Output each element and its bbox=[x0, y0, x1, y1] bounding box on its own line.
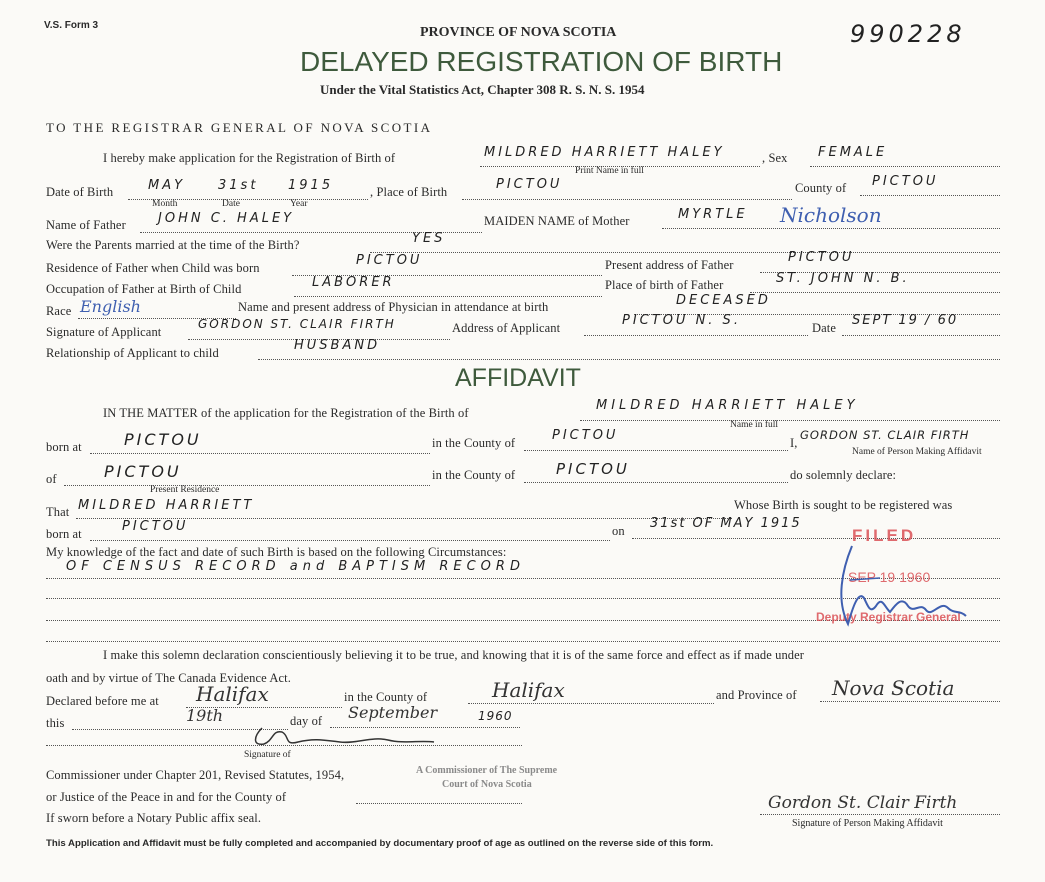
deputy-registrar-stamp: Deputy Registrar General bbox=[816, 610, 961, 624]
affidavit-county2-value: PICTOU bbox=[556, 460, 630, 478]
year-value: 1960 bbox=[478, 709, 513, 723]
declare-label: do solemnly declare: bbox=[790, 468, 897, 482]
applicant-address-value: PICTOU N. S. bbox=[622, 313, 741, 328]
stamp-date: SEP 19 1960 bbox=[848, 569, 931, 585]
applicant-signature-value: GORDON ST. CLAIR FIRTH bbox=[198, 317, 396, 331]
place-value: PICTOU bbox=[496, 177, 563, 192]
affiant-signature-label: Signature of Person Making Affidavit bbox=[792, 818, 943, 829]
present-residence-hint: Present Residence bbox=[150, 485, 220, 495]
day-value: 19th bbox=[186, 706, 224, 725]
matter-label: IN THE MATTER of the application for the Registration of the Birth of bbox=[103, 406, 469, 420]
born-at-value: PICTOU bbox=[124, 430, 202, 449]
mother-first-value: MYRTLE bbox=[678, 207, 748, 222]
sex-value: FEMALE bbox=[818, 145, 888, 160]
commissioner-stamp-line-2: Court of Nova Scotia bbox=[442, 779, 532, 790]
circumstances-value: OF CENSUS RECORD and BAPTISM RECORD bbox=[66, 559, 525, 574]
occupation-value: LABORER bbox=[312, 275, 395, 290]
applicant-signature-label: Signature of Applicant bbox=[46, 325, 162, 339]
on-label: on bbox=[612, 524, 625, 538]
declared-county-value: Halifax bbox=[492, 678, 565, 702]
province-label: and Province of bbox=[716, 688, 797, 702]
affiant-name-hint: Name of Person Making Affidavit bbox=[852, 447, 982, 457]
affiant-signature: Gordon St. Clair Firth bbox=[768, 793, 958, 813]
filed-stamp: FILED bbox=[852, 526, 917, 545]
affidavit-name-value: MILDRED HARRIETT HALEY bbox=[596, 398, 859, 413]
mother-label: MAIDEN NAME of Mother bbox=[484, 214, 630, 228]
residence-label: Residence of Father when Child was born bbox=[46, 261, 260, 275]
justice-label: or Justice of the Peace in and for the County of bbox=[46, 790, 287, 804]
this-label: this bbox=[46, 716, 65, 730]
in-county-label: in the County of bbox=[432, 436, 516, 450]
relationship-label: Relationship of Applicant to child bbox=[46, 346, 219, 360]
married-label: Were the Parents married at the time of the Birth? bbox=[46, 238, 300, 252]
father-value: JOHN C. HALEY bbox=[158, 211, 295, 226]
physician-label: Name and present address of Physician in attendance at birth bbox=[238, 300, 549, 314]
declaration-line-2: oath and by virtue of The Canada Evidence Act. bbox=[46, 671, 291, 685]
declared-at-value: Halifax bbox=[196, 682, 269, 706]
month-hint: Month bbox=[152, 199, 178, 209]
child-name-value: MILDRED HARRIETT HALEY bbox=[484, 145, 725, 160]
footer-note: This Application and Affidavit must be fully completed and accompanied by documentary proof of age as outlined on the reverse side of this form. bbox=[46, 838, 714, 849]
of-label: of bbox=[46, 472, 57, 486]
married-value: YES bbox=[412, 231, 446, 246]
race-label: Race bbox=[46, 304, 72, 318]
that-value: MILDRED HARRIETT bbox=[78, 498, 255, 513]
father-birthplace-label: Place of birth of Father bbox=[605, 278, 724, 292]
form-number: V.S. Form 3 bbox=[44, 20, 99, 31]
physician-value: DECEASED bbox=[676, 293, 771, 308]
affidavit-heading: AFFIDAVIT bbox=[455, 364, 581, 392]
place-label: , Place of Birth bbox=[370, 185, 448, 199]
declaration-line-1: I make this solemn declaration conscientiously believing it to be true, and knowing that it is of the same force and effect as if made under bbox=[103, 648, 805, 662]
race-value: English bbox=[80, 297, 141, 316]
dob-label: Date of Birth bbox=[46, 185, 114, 199]
knowledge-label: My knowledge of the fact and date of such Birth is based on the following Circumstances: bbox=[46, 545, 507, 559]
application-date-value: SEPT 19 / 60 bbox=[852, 313, 959, 328]
commissioner-signature bbox=[244, 722, 444, 752]
residence-value: PICTOU bbox=[356, 253, 423, 268]
dob-year-value: 1915 bbox=[288, 178, 334, 193]
commissioner-stamp-line-1: A Commissioner of The Supreme bbox=[416, 765, 558, 776]
day-of-label: day of bbox=[290, 714, 323, 728]
name-in-full-hint: Name in full bbox=[730, 420, 779, 430]
born-at-label: born at bbox=[46, 440, 82, 454]
notary-label: If sworn before a Notary Public affix seal. bbox=[46, 811, 262, 825]
province-value: Nova Scotia bbox=[832, 676, 955, 700]
i-label: I, bbox=[790, 436, 798, 450]
born-at-label-2: born at bbox=[46, 527, 82, 541]
apply-label: I hereby make application for the Registration of Birth of bbox=[103, 151, 396, 165]
document-subtitle: Under the Vital Statistics Act, Chapter 308 R. S. N. S. 1954 bbox=[320, 82, 645, 97]
born-at2-value: PICTOU bbox=[122, 519, 189, 534]
document-title: DELAYED REGISTRATION OF BIRTH bbox=[300, 46, 783, 77]
registration-number: 990228 bbox=[850, 20, 966, 48]
application-date-label: Date bbox=[812, 321, 836, 335]
county-value: PICTOU bbox=[872, 174, 939, 189]
present-address-label: Present address of Father bbox=[605, 258, 734, 272]
present-address-value: PICTOU bbox=[788, 250, 855, 265]
month-value: September bbox=[348, 703, 438, 722]
year-hint: Year bbox=[290, 199, 308, 209]
affidavit-county-value: PICTOU bbox=[552, 428, 619, 443]
that-label: That bbox=[46, 505, 70, 519]
in-county-label-2: in the County of bbox=[432, 468, 516, 482]
declared-at-label: Declared before me at bbox=[46, 694, 159, 708]
registrar-signature bbox=[820, 540, 980, 640]
relationship-value: HUSBAND bbox=[294, 338, 381, 353]
county-label: County of bbox=[795, 181, 847, 195]
commissioner-label: Commissioner under Chapter 201, Revised Statutes, 1954, bbox=[46, 768, 345, 782]
father-birthplace-value: ST. JOHN N. B. bbox=[776, 271, 910, 286]
date-hint: Date bbox=[222, 199, 240, 209]
mother-last-value: Nicholson bbox=[780, 203, 882, 227]
signature-of-label: Signature of bbox=[244, 750, 291, 760]
of-value: PICTOU bbox=[104, 462, 182, 481]
occupation-label: Occupation of Father at Birth of Child bbox=[46, 282, 242, 296]
in-county-label-3: in the County of bbox=[344, 690, 428, 704]
father-label: Name of Father bbox=[46, 218, 126, 232]
sex-label: , Sex bbox=[762, 151, 788, 165]
applicant-address-label: Address of Applicant bbox=[452, 321, 561, 335]
on-value: 31st OF MAY 1915 bbox=[650, 516, 802, 531]
dob-month-value: MAY bbox=[148, 178, 186, 193]
dob-day-value: 31st bbox=[218, 178, 259, 193]
addressee-line: TO THE REGISTRAR GENERAL OF NOVA SCOTIA bbox=[46, 120, 433, 135]
whose-birth-label: Whose Birth is sought to be registered was bbox=[734, 498, 953, 512]
affiant-name-value: GORDON ST. CLAIR FIRTH bbox=[800, 428, 970, 442]
province-heading: PROVINCE OF NOVA SCOTIA bbox=[420, 25, 617, 40]
print-name-hint: Print Name in full bbox=[575, 166, 644, 176]
